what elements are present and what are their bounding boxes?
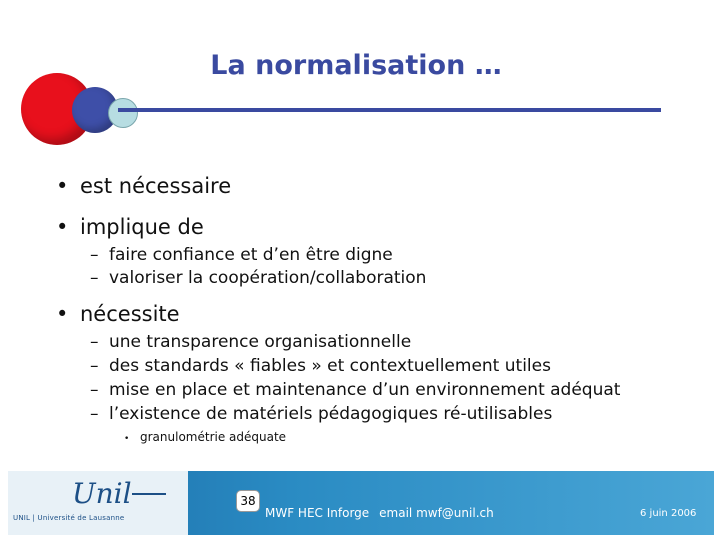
logo-subtitle: UNIL | Université de Lausanne bbox=[13, 514, 125, 522]
bullet-necessite bbox=[56, 302, 180, 326]
sub-item-text: une transparence organisationnelle bbox=[109, 332, 412, 352]
bullet-text: nécessite bbox=[80, 302, 180, 326]
sub-item-text: faire confiance et d’en être digne bbox=[109, 245, 393, 265]
sub-item-text: valoriser la coopération/collaboration bbox=[109, 268, 427, 288]
sub-sub-item-text: granulométrie adéquate bbox=[140, 430, 287, 444]
footer-logo-box bbox=[8, 471, 188, 535]
footer-bar bbox=[8, 471, 714, 535]
sub-item bbox=[90, 268, 426, 288]
dash: – bbox=[90, 380, 99, 400]
footer-info bbox=[265, 506, 504, 520]
bullet-dot: • bbox=[56, 174, 69, 198]
sub-item bbox=[90, 404, 552, 424]
page-number: 38 bbox=[236, 490, 260, 512]
unil-logo: Unil bbox=[72, 477, 132, 510]
bullet-text: implique de bbox=[80, 215, 204, 239]
sub-item bbox=[90, 380, 620, 400]
bullet-dot: • bbox=[56, 302, 69, 326]
bullet-text: est nécessaire bbox=[80, 174, 232, 198]
dash: – bbox=[90, 356, 99, 376]
sub-item-text: des standards « fiables » et contextuellement utiles bbox=[109, 356, 551, 376]
decor-circle-light bbox=[108, 98, 138, 128]
title-underline bbox=[118, 108, 661, 112]
slide-title: La normalisation … bbox=[210, 50, 502, 81]
sub-item bbox=[90, 332, 411, 352]
bullet-implique-de bbox=[56, 215, 204, 239]
footer-email: email mwf@unil.ch bbox=[379, 506, 494, 520]
bullet-dot: • bbox=[56, 215, 69, 239]
sub-item-text: l’existence de matériels pédagogiques ré-utilisables bbox=[109, 404, 553, 424]
dash: – bbox=[90, 245, 99, 265]
bullet-est-necessaire bbox=[56, 174, 231, 198]
footer-date: 6 juin 2006 bbox=[640, 508, 697, 519]
dash: – bbox=[90, 268, 99, 288]
sub-item bbox=[90, 245, 393, 265]
dash: – bbox=[90, 404, 99, 424]
sub-item bbox=[90, 356, 551, 376]
dash: – bbox=[90, 332, 99, 352]
bullet-dot: • bbox=[124, 434, 130, 444]
footer-event: MWF HEC Inforge bbox=[265, 506, 370, 520]
sub-sub-item bbox=[124, 430, 286, 444]
sub-item-text: mise en place et maintenance d’un environnement adéquat bbox=[109, 380, 621, 400]
logo-underline bbox=[132, 493, 166, 495]
